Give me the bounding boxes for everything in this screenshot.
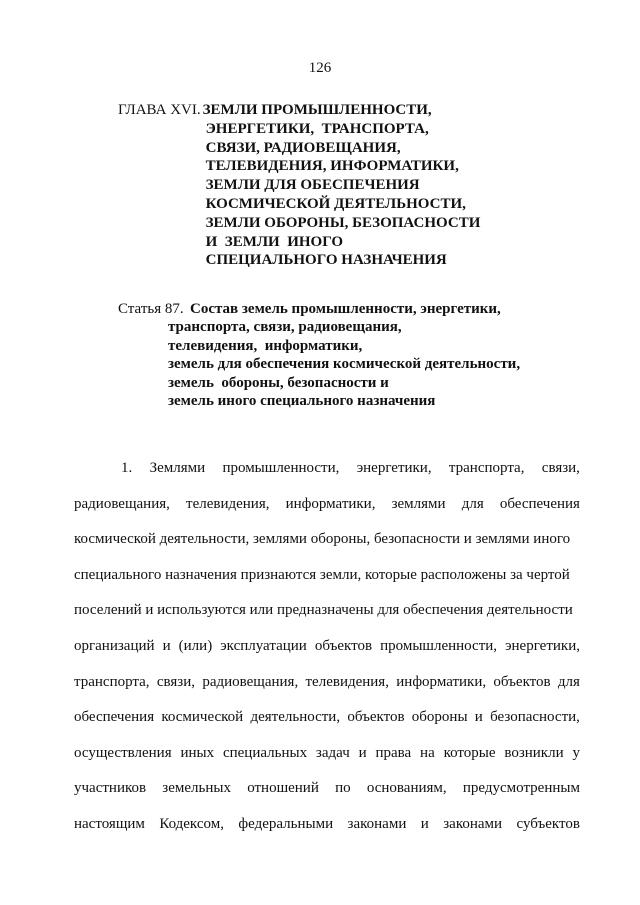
chapter-title-line: ЗЕМЛИ ОБОРОНЫ, БЕЗОПАСНОСТИ [205,214,481,231]
body-word: для [461,495,484,512]
body-word: транспорта, [74,673,150,690]
body-word: радиовещания, [74,495,170,512]
body-word: транспорта, [448,460,525,476]
body-word: предусмотренным [462,780,580,797]
body-word: и [162,637,171,654]
body-word: законами [443,815,503,832]
body-word: объектов [347,709,405,726]
chapter-title-line: СПЕЦИАЛЬНОГО НАЗНАЧЕНИЯ [205,252,447,269]
body-word: на [420,744,435,761]
body-line [74,593,580,629]
body-word: связи, [541,460,580,476]
body-word: деятельности, [250,709,341,726]
chapter-title-line: ЭНЕРГЕТИКИ, ТРАНСПОРТА, [205,120,429,137]
body-word: иных [180,744,215,761]
body-word: и [474,709,483,726]
body-word: энергетики, [505,637,580,654]
body-word: обороны [411,709,468,726]
body-word: безопасности, [490,709,580,726]
body-word: объектов [314,637,373,654]
article-heading [118,300,520,410]
body-word: права [375,744,412,761]
body-word: настоящим [74,815,145,832]
chapter-prefix: ГЛАВА XVI. [118,102,201,118]
chapter-title-line: И ЗЕМЛИ ИНОГО [205,233,344,250]
article-title-line: телевидения, информатики, [168,337,363,354]
body-word: промышленности, [380,637,498,654]
body-line [74,771,580,807]
body-word: основаниям, [366,780,447,797]
body-word: объектов [493,673,551,690]
body-word: земельных [162,780,231,797]
body-line [74,487,580,523]
body-word: связи, [156,673,196,690]
page-number: 126 [308,60,332,76]
body-line [74,700,580,736]
body-word: космической [161,709,244,726]
body-word: эксплуатации [220,637,307,654]
body-word: которые [443,744,496,761]
body-word: телевидения, [186,495,270,512]
article-title-line: земель для обеспечения космической деятельности, [168,356,521,373]
chapter-title-line: ТЕЛЕВИДЕНИЯ, ИНФОРМАТИКИ, [205,158,459,175]
body-word: энергетики, [356,460,432,476]
article-title-line: Состав земель промышленности, энергетики, [190,301,501,317]
body-word: (или) [178,637,213,654]
body-word: по [335,780,351,797]
body-line [74,451,580,487]
body-word: обеспечения [74,709,155,726]
chapter-title-line: ЗЕМЛИ ПРОМЫШЛЕННОСТИ, [202,102,432,118]
article-title-line: земель обороны, безопасности и [168,374,389,391]
body-word: возникли [504,744,564,761]
body-line [74,558,580,594]
body-line [74,665,580,701]
body-word: информатики, [396,673,487,690]
body-line [74,736,580,772]
body-line [74,522,580,558]
chapter-title-line: СВЯЗИ, РАДИОВЕЩАНИЯ, [205,139,401,156]
body-word: космической деятельности, землями обороны, безопасности и землями иного [74,531,571,548]
chapter-title-line: КОСМИЧЕСКОЙ ДЕЯТЕЛЬНОСТИ, [205,195,466,212]
body-word: отношений [247,780,319,797]
body-word: 1. [121,460,133,476]
chapter-heading [118,101,480,270]
article-title [168,300,521,410]
body-line [74,629,580,665]
body-word: субъектов [516,815,580,832]
body-word: промышленности, [222,460,340,476]
body-line [74,807,580,843]
article-title-line: земель иного специального назначения [168,393,436,410]
chapter-title-line: ЗЕМЛИ ДЛЯ ОБЕСПЕЧЕНИЯ [205,177,420,194]
body-word: федеральными [238,815,334,832]
body-word: обеспечения [499,495,580,512]
body-word: землями [391,495,446,512]
body-word: специального назначения признаются земли, которые расположены за чертой [74,566,570,583]
body-word: участников [74,780,147,797]
body-word: и [420,815,429,832]
body-word: законами [347,815,407,832]
body-word: Землями [149,460,206,476]
body-word: информатики, [285,495,376,512]
body-word: у [572,744,580,761]
chapter-title [201,101,481,270]
body-word: радиовещания, [202,673,299,690]
body-word: специальных [222,744,308,761]
body-word: Кодексом, [159,815,224,832]
body-word: организаций [74,637,155,654]
body-word: осуществления [74,744,172,761]
body-word: поселений и используются или предназначены для обеспечения деятельности [74,602,573,619]
body-word: задач [315,744,350,761]
article-prefix: Статья 87. [118,301,184,317]
article-body [74,451,580,843]
body-word: для [557,673,580,690]
body-word: и [358,744,367,761]
body-word: телевидения, [305,673,389,690]
article-title-line: транспорта, связи, радиовещания, [168,319,402,336]
